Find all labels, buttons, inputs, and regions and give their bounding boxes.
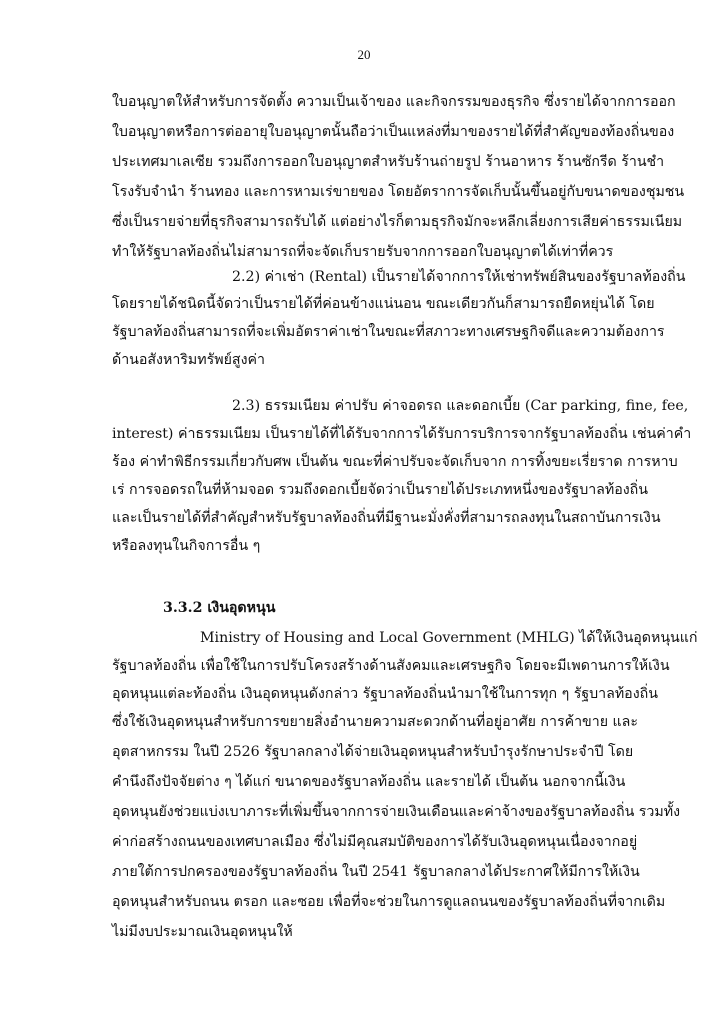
text-line: และเป็นรายได้ที่สำคัญสำหรับรัฐบาลท้องถิ่นที่มีฐานะมั่งคั่งที่สามารถลงทุนในสถาบันการเงิน <box>112 510 661 526</box>
text-line: ทำให้รัฐบาลท้องถิ่นไม่สามารถที่จะจัดเก็บรายรับจากการออกใบอนุญาตได้เท่าที่ควร <box>112 244 614 260</box>
item-heading-2-3: 2.3) ธรรมเนียม ค่าปรับ ค่าจอดรถ และดอกเบี้ย (Car parking, fine, fee, <box>232 398 689 414</box>
text-line: ประเทศมาเลเซีย รวมถึงการออกใบอนุญาตสำหรับร้านถ่ายรูป ร้านอาหาร ร้านซักรีด ร้านชำ <box>112 154 665 170</box>
text-line: อุดหนุนแต่ละท้องถิ่น เงินอุดหนุนดังกล่าว รัฐบาลท้องถิ่นนำมาใช้ในการทุก ๆ รัฐบาลท้องถิ่น <box>112 686 658 702</box>
text-line: คำนึงถึงปัจจัยต่าง ๆ ได้แก่ ขนาดของรัฐบาลท้องถิ่น และรายได้ เป็นต้น นอกจากนี้เงิน <box>112 774 626 790</box>
text-line: อุตสาหกรรม ในปี 2526 รัฐบาลกลางได้จ่ายเงินอุดหนุนสำหรับบำรุงรักษาประจำปี โดย <box>112 744 634 760</box>
text-line: อุดหนุนยังช่วยแบ่งเบาภาระที่เพิ่มขึ้นจากการจ่ายเงินเดือนและค่าจ้างของรัฐบาลท้องถิ่น รวมทั้ง <box>112 804 680 820</box>
section-heading: 3.3.2 เงินอุดหนุน <box>163 600 276 616</box>
item-heading-2-2: 2.2) ค่าเช่า (Rental) เป็นรายได้จากการให้เช่าทรัพย์สินของรัฐบาลท้องถิ่น <box>232 269 686 285</box>
text-line: รัฐบาลท้องถิ่น เพื่อใช้ในการปรับโครงสร้างด้านสังคมและเศรษฐกิจ โดยจะมีเพดานการให้เงิน <box>112 658 670 674</box>
text-line: ร้อง ค่าทำพิธีกรรมเกี่ยวกับศพ เป็นต้น ขณะที่ค่าปรับจะจัดเก็บจาก การทิ้งขยะเรี่ยราด การหาบ <box>112 454 678 470</box>
text-line: interest) ค่าธรรมเนียม เป็นรายได้ที่ได้รับจากการได้รับการบริการจากรัฐบาลท้องถิ่น เช่นค่าคำ <box>112 426 692 442</box>
text-line: อุดหนุนสำหรับถนน ตรอก และซอย เพื่อที่จะช่วยในการดูแลถนนของรัฐบาลท้องถิ่นที่จากเดิม <box>112 894 666 910</box>
page-number: 20 <box>357 47 371 62</box>
text-line: Ministry of Housing and Local Government (MHLG) ได้ให้เงินอุดหนุนแก่ <box>200 630 698 646</box>
text-line: ซึ่งใช้เงินอุดหนุนสำหรับการขยายสิ่งอำนายความสะดวกด้านที่อยู่อาศัย การค้าขาย และ <box>112 714 638 730</box>
text-line: ใบอนุญาตหรือการต่ออายุใบอนุญาตนั้นถือว่าเป็นแหล่งที่มาของรายได้ที่สำคัญของท้องถิ่นของ <box>112 124 675 140</box>
text-line: โดยรายได้ชนิดนี้จัดว่าเป็นรายได้ที่ค่อนข้างแน่นอน ขณะเดียวกันก็สามารถยืดหยุ่นได้ โดย <box>112 296 655 312</box>
text-line: ซึ่งเป็นรายจ่ายที่ธุรกิจสามารถรับได้ แต่อย่างไรก็ตามธุรกิจมักจะหลีกเลี่ยงการเสียค่าธรรมเนียม <box>112 214 683 230</box>
text-line: โรงรับจำนำ ร้านทอง และการหามเร่ขายของ โดยอัตราการจัดเก็บนั้นขึ้นอยู่กับขนาดของชุมชน <box>112 184 685 200</box>
text-line: ภายใต้การปกครองของรัฐบาลท้องถิ่น ในปี 2541 รัฐบาลกลางได้ประกาศให้มีการให้เงิน <box>112 864 640 880</box>
text-line: ค่าก่อสร้างถนนของเทศบาลเมือง ซึ่งไม่มีคุณสมบัติของการได้รับเงินอุดหนุนเนื่องจากอยู่ <box>112 834 638 850</box>
text-line: ไม่มีงบประมาณเงินอุดหนุนให้ <box>112 924 293 940</box>
text-line: ด้านอสังหาริมทรัพย์สูงค่า <box>112 352 265 368</box>
text-line: หรือลงทุนในกิจการอื่น ๆ <box>112 538 261 554</box>
text-line: เร่ การจอดรถในที่ห้ามจอด รวมถึงดอกเบี้ยจัดว่าเป็นรายได้ประเภทหนึ่งของรัฐบาลท้องถิ่น <box>112 482 648 498</box>
text-line: ใบอนุญาตให้สำหรับการจัดตั้ง ความเป็นเจ้าของ และกิจกรรมของธุรกิจ ซึ่งรายได้จากการออก <box>112 94 676 110</box>
text-line: รัฐบาลท้องถิ่นสามารถที่จะเพิ่มอัตราค่าเช่าในขณะที่สภาวะทางเศรษฐกิจดีและความต้องการ <box>112 324 665 340</box>
